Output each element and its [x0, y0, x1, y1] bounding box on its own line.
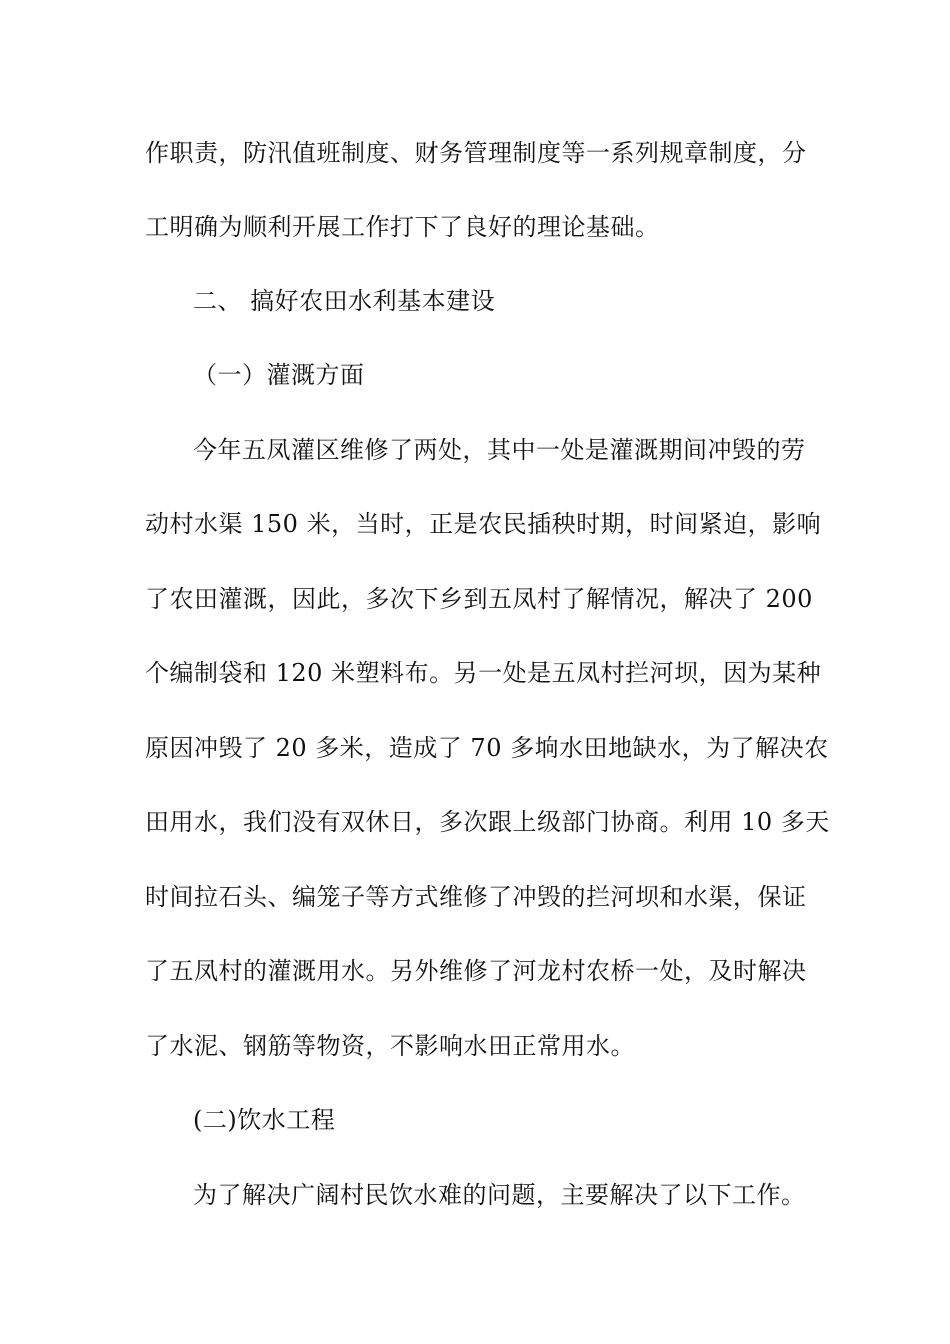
body-text-line: 了农田灌溉，因此，多次下乡到五凤村了解情况，解决了 200: [145, 585, 813, 613]
body-text-line: 田用水，我们没有双休日，多次跟上级部门协商。利用 10 多天: [145, 808, 830, 836]
body-text-line: 作职责，防汛值班制度、财务管理制度等一系列规章制度，分: [145, 139, 807, 167]
body-text-line: 时间拉石头、编笼子等方式维修了冲毁的拦河坝和水渠，保证: [145, 883, 807, 911]
section-heading: 二、 搞好农田水利基本建设: [193, 287, 496, 315]
body-text-line: 动村水渠 150 米，当时，正是农民插秧时期，时间紧迫，影响: [145, 510, 822, 538]
body-text-line: 工明确为顺利开展工作打下了良好的理论基础。: [145, 213, 660, 241]
body-text-line: 为了解决广阔村民饮水难的问题，主要解决了以下工作。: [193, 1181, 806, 1209]
body-text-line: 今年五凤灌区维修了两处，其中一处是灌溉期间冲毁的劳: [193, 436, 806, 464]
body-text-line: 了水泥、钢筋等物资，不影响水田正常用水。: [145, 1032, 635, 1060]
body-text-line: 个编制袋和 120 米塑料布。另一处是五凤村拦河坝，因为某种: [145, 659, 822, 687]
subsection-heading: （一）灌溉方面: [193, 361, 365, 389]
subsection-heading: (二)饮水工程: [193, 1106, 336, 1134]
body-text-line: 了五凤村的灌溉用水。另外维修了河龙村农桥一处，及时解决: [145, 957, 807, 985]
body-text-line: 原因冲毁了 20 多米，造成了 70 多垧水田地缺水，为了解决农: [145, 734, 829, 762]
